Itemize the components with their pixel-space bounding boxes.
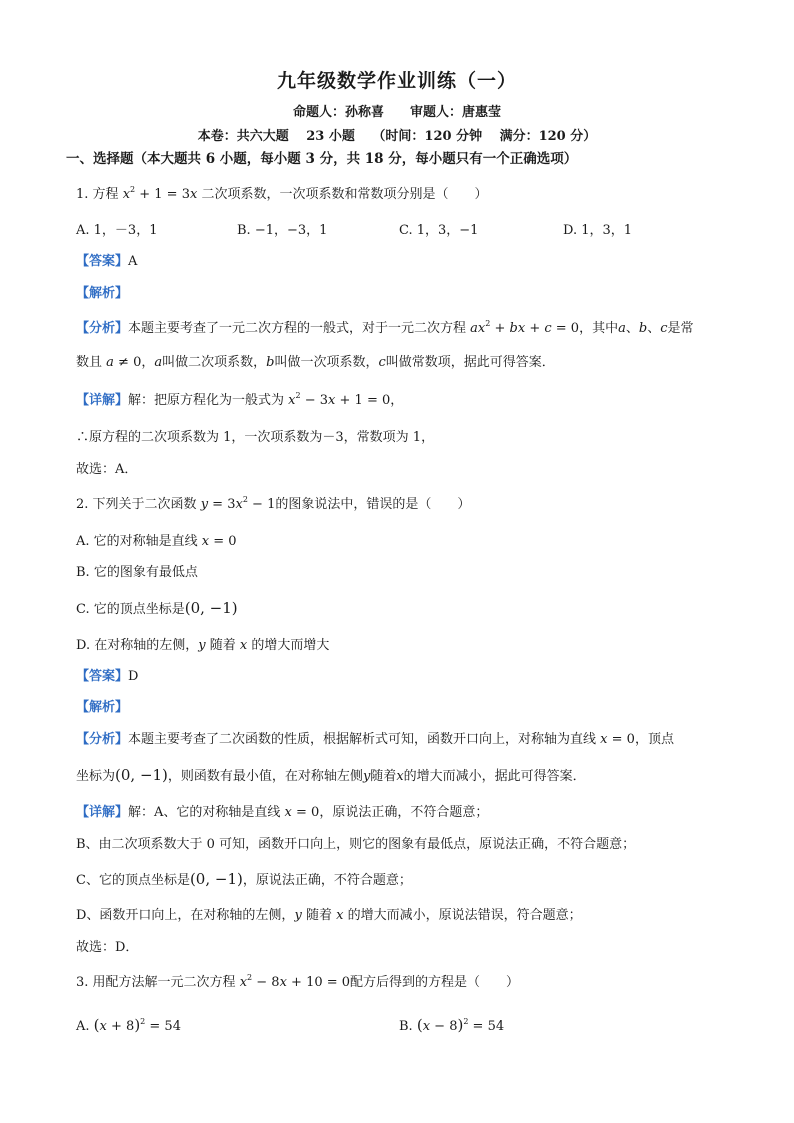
q2-fenxi-text: ，顶点 — [634, 732, 674, 747]
q1-fenxi-line-2 — [76, 354, 555, 372]
analysis-tag: 【解析】 — [76, 286, 129, 301]
q2-line-b: B、由二次项系数大于 0 可知，函数开口向上，则它的图象有最低点，原说法正确，不符合题意； — [76, 837, 636, 852]
q2-x-var: x — [331, 908, 348, 923]
q1-abc: a、b、c — [618, 321, 668, 336]
q2-line-d-text: D、函数开口向上，在对称轴的左侧， — [76, 908, 295, 923]
answer-tag: 【答案】 — [76, 669, 129, 684]
q1-choose-line: 故选：A． — [76, 462, 138, 477]
exam-info-line: 本卷：共六大题 23 小题 （时间：120 分钟 满分：120 分） — [197, 129, 597, 144]
q3-option-a-expr: $(x + 8)^2 = 54$ — [93, 1016, 181, 1034]
q1-fenxi-text: 数且 — [76, 355, 103, 370]
q2-xiangjie-line — [76, 804, 488, 822]
q1-general-equation: $x^2 - 3x + 1 = 0$ — [288, 391, 391, 408]
question-2-stem — [76, 496, 470, 514]
q2-vertex: (0, −1) — [115, 766, 168, 784]
q2-option-d-text: 随着 — [209, 638, 236, 653]
q1-xiangjie-line — [76, 392, 403, 410]
q2-x-var: x — [396, 769, 404, 784]
q2-vertex: (0, −1) — [184, 599, 238, 617]
q2-fenxi-line-2 — [76, 766, 586, 786]
q1-analysis-heading — [76, 285, 128, 303]
q2-line-d — [76, 907, 582, 925]
q1-b-var: b — [266, 355, 275, 370]
q2-answer: D — [128, 669, 139, 684]
q2-fenxi-text: 的增大而减小，据此可得答案． — [403, 769, 586, 784]
fenxi-tag: 【分析】 — [76, 732, 129, 747]
q2-choose-line: 故选：D． — [76, 940, 139, 955]
q1-a-nonzero: a ≠ 0，a — [102, 355, 163, 370]
q2-axis-eq: x = 0 — [284, 805, 320, 820]
q2-line-d-text: 的增大而减小，原说法错误，符合题意； — [347, 908, 582, 923]
q2-line-c-text: ，原说法正确，不符合题意； — [242, 873, 412, 888]
q1-c-var: c — [378, 355, 386, 370]
q2-stem-prefix: 2. 下列关于二次函数 — [76, 497, 197, 512]
q1-fenxi-text: 叫做常数项，据此可得答案． — [385, 355, 555, 370]
page-title: 九年级数学作业训练（一） — [276, 70, 517, 92]
q1-option-b: B. −1，−3，1 — [237, 223, 328, 238]
xiangjie-tag: 【详解】 — [76, 393, 129, 408]
q1-option-c: C. 1，3，−1 — [399, 223, 479, 238]
analysis-tag: 【解析】 — [76, 700, 129, 715]
q2-xiangjie-text: ，原说法正确，不符合题意； — [319, 805, 489, 820]
q1-stem-prefix: 1. 方程 — [76, 187, 119, 202]
q2-fenxi-text: 坐标为 — [76, 769, 116, 784]
fenxi-tag: 【分析】 — [76, 321, 129, 336]
q3-stem-suffix: 配方后得到的方程是（ ） — [350, 975, 520, 990]
q2-y-var: y — [362, 769, 371, 784]
q2-option-a — [76, 533, 237, 551]
q2-vertex: (0, −1) — [189, 870, 243, 888]
q2-analysis-heading — [76, 699, 128, 717]
q2-option-c — [76, 599, 238, 619]
q1-therefore-line: ∴原方程的二次项系数为 1，一次项系数为－3，常数项为 1， — [76, 430, 435, 445]
q2-function: $y = 3x^2 - 1$ — [200, 495, 276, 512]
q1-fenxi-text: 本题主要考查了一元二次方程的一般式，对于一元二次方程 — [128, 321, 467, 336]
q2-axis-eq: x = 0 — [600, 732, 635, 747]
q1-option-a: A. 1，－3，1 — [76, 223, 158, 238]
q2-fenxi-text: 本题主要考查了二次函数的性质，根据解析式可知，函数开口向上，对称轴为直线 — [128, 732, 597, 747]
q3-option-a — [76, 1016, 181, 1036]
q1-fenxi-text: 是常 — [667, 321, 694, 336]
q2-option-a-text: A. 它的对称轴是直线 — [76, 534, 198, 549]
question-3-stem — [76, 974, 519, 992]
q2-x-var: x — [235, 638, 252, 653]
q2-stem-suffix: 的图象说法中，错误的是（ ） — [275, 497, 471, 512]
q2-xiangjie-text: 解：A、它的对称轴是直线 — [128, 805, 281, 820]
q1-xiangjie-text: 解：把原方程化为一般式为 — [128, 393, 285, 408]
q1-fenxi-text: 叫做一次项系数， — [274, 355, 379, 370]
q2-line-c-text: C、它的顶点坐标是 — [76, 873, 190, 888]
q3-option-a-label: A. — [76, 1019, 90, 1034]
q1-fenxi-text: 叫做二次项系数， — [162, 355, 267, 370]
q2-option-d-text: D. 在对称轴的左侧， — [76, 638, 199, 653]
question-1-stem — [76, 186, 487, 204]
q3-equation: $x^2 - 8x + 10 = 0$ — [239, 973, 351, 990]
authors-line: 命题人：孙称喜 审题人：唐惠莹 — [292, 105, 501, 120]
answer-tag: 【答案】 — [76, 254, 129, 269]
q3-stem-prefix: 3. 用配方法解一元二次方程 — [76, 975, 236, 990]
q2-line-d-text: 随着 — [305, 908, 332, 923]
q1-fenxi-text: ，其中 — [579, 321, 619, 336]
q2-option-d — [76, 637, 329, 655]
q1-xiangjie-text: ， — [390, 393, 404, 408]
q1-fenxi-line-1 — [76, 320, 694, 338]
q1-answer-line — [76, 253, 137, 271]
q2-answer-line — [76, 668, 138, 686]
q1-stem-suffix: 二次项系数，一次项系数和常数项分别是（ ） — [201, 187, 488, 202]
q1-answer: A — [128, 254, 138, 269]
q1-option-d: D. 1，3，1 — [563, 223, 633, 238]
q2-line-c — [76, 870, 412, 890]
q2-fenxi-text: ，则函数有最小值，在对称轴左侧 — [167, 769, 363, 784]
q2-option-d-text: 的增大而增大 — [251, 638, 330, 653]
q2-y-var: y — [294, 908, 302, 923]
q3-option-b-label: B. — [399, 1019, 413, 1034]
q2-y-var: y — [198, 638, 206, 653]
q2-option-b: B. 它的图象有最低点 — [76, 565, 198, 580]
q2-option-c-text: C. 它的顶点坐标是 — [76, 602, 185, 617]
q2-fenxi-line-1 — [76, 731, 674, 749]
q2-fenxi-text: 随着 — [370, 769, 397, 784]
q1-general-form: $ax^2$ + bx + c = 0 — [470, 319, 580, 336]
q2-axis-eq: x = 0 — [201, 534, 237, 549]
q1-equation: $x^2 + 1 = 3x$ — [122, 185, 198, 202]
xiangjie-tag: 【详解】 — [76, 805, 129, 820]
section-heading: 一、选择题（本大题共 6 小题，每小题 3 分，共 18 分，每小题只有一个正确选项） — [66, 151, 578, 167]
q3-option-b-expr: $(x - 8)^2 = 54$ — [416, 1016, 505, 1034]
q3-option-b — [399, 1016, 504, 1036]
